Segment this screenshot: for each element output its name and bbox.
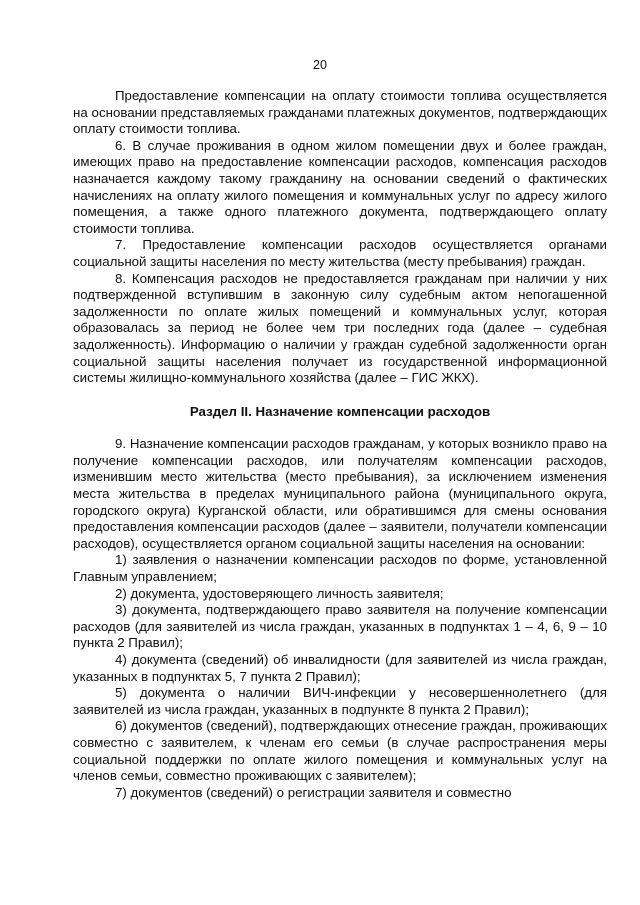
list-item-4: 4) документа (сведений) об инвалидности (для заявителей из числа граждан, указанных в подпунктах 5, 7 пункта 2 Правил);: [73, 652, 607, 684]
paragraph-item-9: 9. Назначение компенсации расходов гражданам, у которых возникло право на получение компенсации расходов, или получателям компенсации расходов, изменившим место жительства (место пребывания), за исключением изменения места жительства в пределах муниципального района (муниципального округа, городского округа) Курганской области, или обратившимся для смены основания предоставления компенсации расходов (далее – заявители, получатели компенсации расходов), осуществляется органом социальной защиты населения на основании:: [73, 436, 607, 551]
paragraph-item-6: 6. В случае проживания в одном жилом помещении двух и более граждан, имеющих право на предоставление компенсации расходов, компенсация расходов назначается каждому такому гражданину на основании сведений о фактических начислениях на оплату жилого помещения и коммунальных услуг по адресу жилого помещения, а также одного платежного документа, подтверждающего оплату стоимости топлива.: [73, 137, 607, 236]
section-heading: Раздел II. Назначение компенсации расходов: [189, 403, 491, 419]
list-item-2: 2) документа, удостоверяющего личность заявителя;: [115, 585, 444, 601]
list-item-1: 1) заявления о назначении компенсации расходов по форме, установленной Главным управлением;: [73, 552, 607, 585]
document-body: [73, 88, 607, 801]
paragraph-item-7: 7. Предоставление компенсации расходов осуществляется органами социальной защиты населения по месту жительства (месту пребывания) граждан.: [73, 237, 607, 269]
page-number: 20: [313, 58, 327, 72]
list-item-6: 6) документов (сведений), подтверждающих отнесение граждан, проживающих совместно с заявителем, к членам его семьи (в случае распространения меры социальной поддержки по оплате жилого помещения и коммунальных услуг на членов семьи, совместно проживающих с заявителем);: [73, 718, 607, 784]
paragraph-fuel-compensation: Предоставление компенсации на оплату стоимости топлива осуществляется на основании представляемых гражданами платежных документов, подтверждающих оплату стоимости топлива.: [73, 88, 607, 137]
list-item-5: 5) документа о наличии ВИЧ-инфекции у несовершеннолетнего (для заявителей из числа граждан, указанных в подпункте 8 пункта 2 Правил);: [73, 685, 607, 717]
paragraph-item-8: 8. Компенсация расходов не предоставляется гражданам при наличии у них подтвержденной вступившим в законную силу судебным актом непогашенной задолженности по оплате жилых помещений и коммунальных услуг, которая образовалась за период не более чем три последних года (далее – судебная задолженность). Информацию о наличии у граждан судебной задолженности орган социальной защиты населения получает из государственной информационной системы жилищно-коммунального хозяйства (далее – ГИС ЖКХ).: [73, 270, 607, 386]
list-item-3: 3) документа, подтверждающего право заявителя на получение компенсации расходов (для заявителей из числа граждан, указанных в подпунктах 1 – 4, 6, 9 – 10 пункта 2 Правил);: [73, 602, 607, 651]
list-item-7: 7) документов (сведений) о регистрации заявителя и совместно: [115, 784, 512, 800]
